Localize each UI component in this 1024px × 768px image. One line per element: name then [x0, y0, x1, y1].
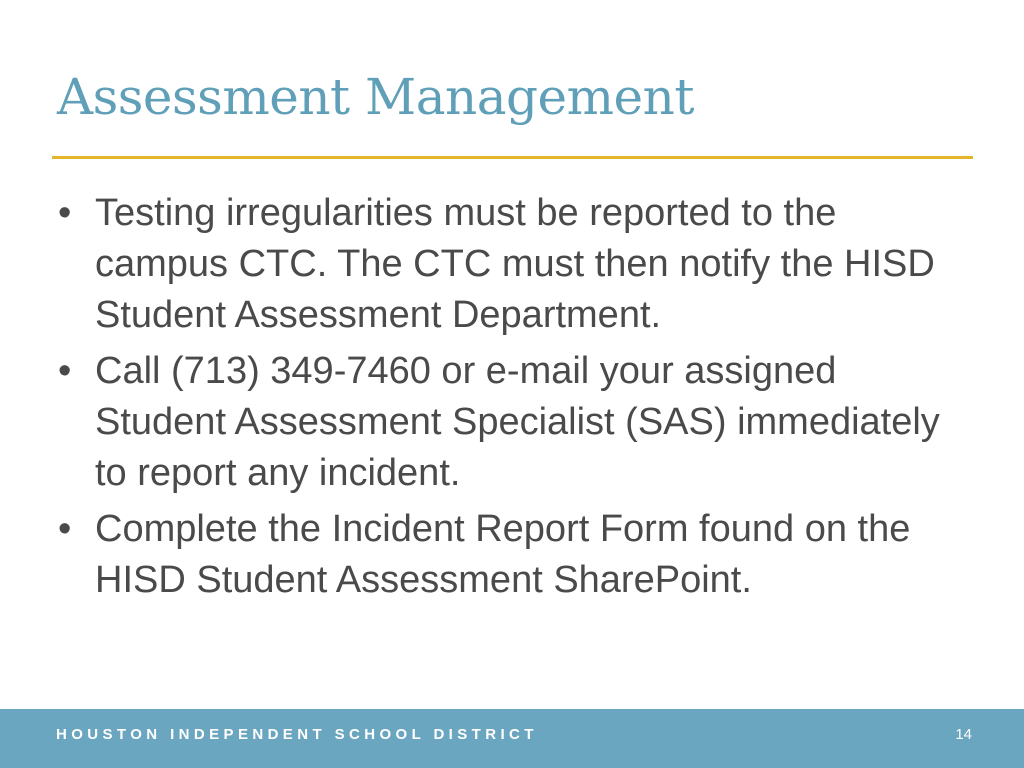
bullet-icon: • [58, 350, 72, 392]
bullet-item [56, 504, 956, 606]
page-number: 14 [955, 726, 972, 743]
bullet-text: Testing irregularities must be reported to the campus CTC. The CTC must then notify the HISD Student Assessment Department. [95, 192, 935, 336]
bullet-list [56, 188, 956, 611]
slide-title: Assessment Management [57, 68, 694, 126]
bullet-item [56, 188, 956, 341]
title-divider [52, 156, 973, 159]
bullet-icon: • [58, 192, 72, 234]
bullet-item [56, 346, 956, 499]
footer-bar [0, 709, 1024, 768]
bullet-text: Call (713) 349-7460 or e-mail your assigned Student Assessment Specialist (SAS) immediately to report any incident. [95, 350, 940, 494]
bullet-icon: • [58, 508, 72, 550]
bullet-text: Complete the Incident Report Form found on the HISD Student Assessment SharePoint. [95, 508, 911, 601]
footer-organization: HOUSTON INDEPENDENT SCHOOL DISTRICT [56, 726, 538, 743]
